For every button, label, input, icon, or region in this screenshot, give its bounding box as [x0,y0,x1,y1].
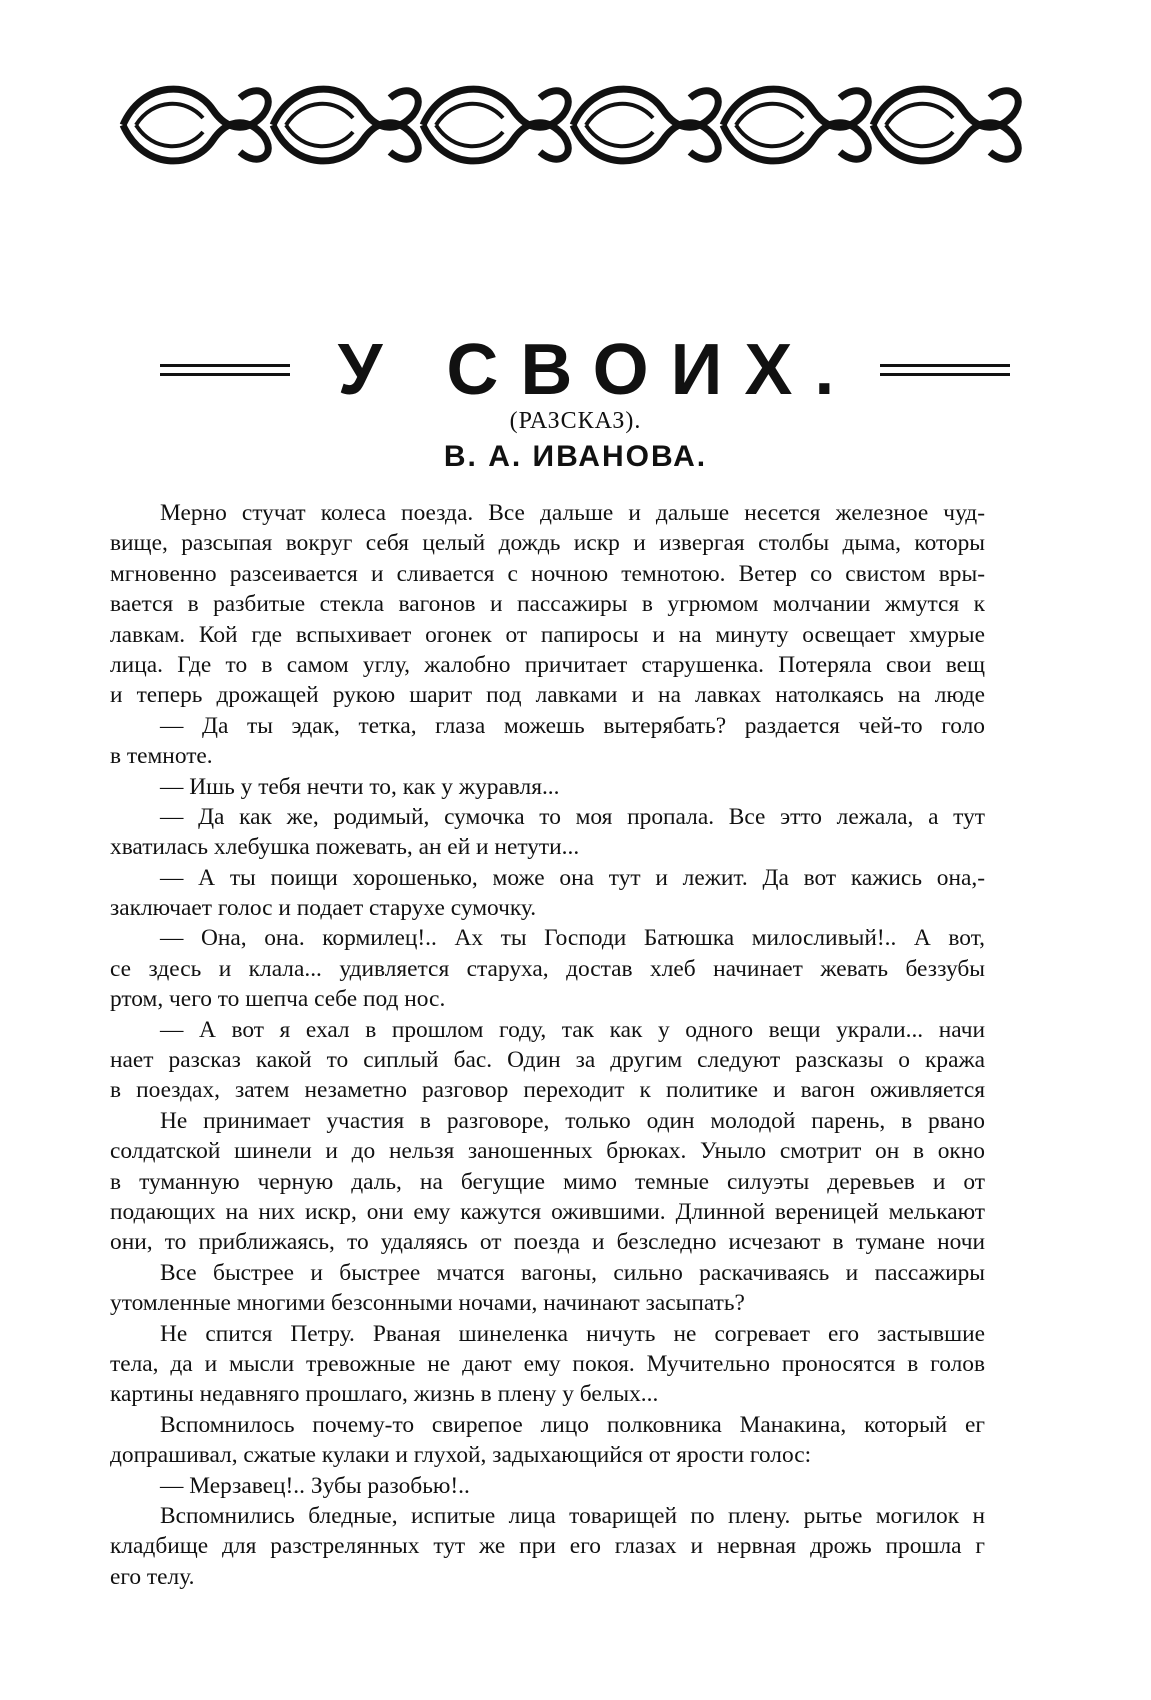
story-line: в темноте. [110,743,213,770]
story-author: В. А. ИВАНОВА. [443,440,708,473]
story-line: Не спится Петру. Рваная шинеленка ничуть не согревает его застывшие [160,1320,985,1347]
story-line: — Да как же, родимый, сумочка то моя пропала. Все этто лежала, а тут [160,803,985,830]
title-row [150,330,1020,410]
title-rule-left [160,364,290,376]
title-rule-right [880,364,1010,376]
story-line: тела, да и мысли тревожные не дают ему покоя. Мучительно проносятся в голов [110,1350,985,1377]
story-line: солдатской шинели и до нельзя заношенных брюках. Уныло смотрит он в окно [110,1138,985,1165]
story-line: се здесь и клала... удивляется старуха, достав хлеб начинает жевать беззубы [110,955,985,982]
story-line: — А ты поищи хорошенько, може она тут и лежит. Да вот кажись она,- [160,864,985,891]
story-line: нает разсказ какой то сиплый бас. Один за другим следуют разсказы о кража [110,1047,985,1074]
story-line: заключает голос и подает старухе сумочку. [110,895,537,922]
story-line: допрашивал, сжатые кулаки и глухой, задыхающийся от ярости голос: [110,1442,812,1469]
story-line: лица. Где то в самом углу, жалобно причитает старушенка. Потеряла свои вещ [110,651,985,678]
story-line: Все быстрее и быстрее мчатся вагоны, сильно раскачиваясь и пассажиры [160,1259,985,1286]
story-line: подающих на них искр, они ему кажутся ожившими. Длинной вереницей мелькают [110,1198,985,1225]
story-line: его телу. [110,1563,195,1590]
story-line: ртом, чего то шепча себе под нос. [110,986,446,1013]
story-line: — Она, она. кормилец!.. Ах ты Господи Батюшка милосливый!.. А вот, [160,925,985,952]
story-line: вище, разсыпая вокруг себя целый дождь искр и извергая столбы дыма, которы [110,530,985,557]
wave-scroll-ornament-icon [118,70,1028,180]
story-line: в туманную черную даль, на бегущие мимо темные силуэты деревьев и от [110,1168,985,1195]
story-line: вается в разбитые стекла вагонов и пассажиры в угрюмом молчании жмутся к [110,591,985,618]
story-line: и теперь дрожащей рукою шарит под лавками и на лавках натолкаясь на люде [110,682,985,709]
story-line: — Да ты эдак, тетка, глаза можешь вытерябать? раздается чей-то голо [160,712,985,739]
story-line: — Ишь у тебя нечти то, как у журавля... [160,773,560,800]
story-line: хватилась хлебушка пожевать, ан ей и нетути... [110,834,580,861]
story-line: Мерно стучат колеса поезда. Все дальше и дальше несется железное чуд- [160,500,985,526]
story-line: Вспомнились бледные, испитые лица товарищей по плену. рытье могилок н [160,1502,985,1529]
story-subtitle: (РАЗСКАЗ). [509,408,642,434]
story-line: в поездах, затем незаметно разговор переходит к политике и вагон оживляется [110,1077,985,1104]
story-line: кладбище для разстрелянных тут же при его глазах и нервная дрожь прошла г [110,1533,985,1560]
story-line: утомленные многими безсонными ночами, начинают засыпать? [110,1290,745,1317]
story-line: мгновенно разсеивается и сливается с ночною темнотою. Ветер со свистом вры- [110,560,985,587]
story-line: лавкам. Кой где вспыхивает огонек от папиросы и на минуту освещает хмурые [110,621,985,648]
story-line: картины недавняго прошлаго, жизнь в плену у белых... [110,1381,659,1408]
story-line: Не принимает участия в разговоре, только один молодой парень, в рвано [160,1107,985,1134]
story-line: — Мерзавец!.. Зубы разобью!.. [160,1472,470,1499]
story-line: — А вот я ехал в прошлом году, так как у одного вещи украли... начи [160,1016,985,1043]
story-line: Вспомнилось почему-то свирепое лицо полковника Манакина, который ег [160,1411,985,1438]
story-body [110,498,985,1592]
story-title: У СВОИХ. [337,330,857,410]
story-line: они, то приближаясь, то удаляясь от поезда и безследно исчезают в тумане ночи [110,1229,985,1256]
